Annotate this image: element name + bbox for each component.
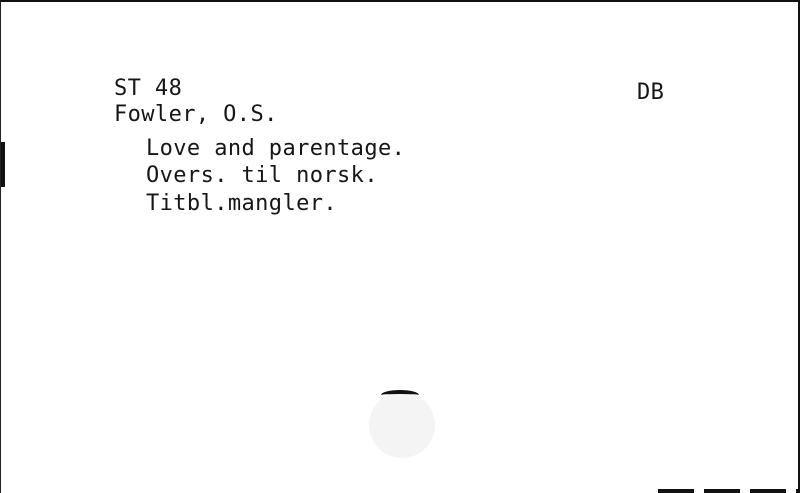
note-translation: Overs. til norsk.: [146, 163, 378, 188]
note-title-page: Titbl.mangler.: [146, 191, 338, 216]
author: Fowler, O.S.: [114, 102, 278, 127]
call-number: ST 48: [114, 76, 183, 101]
collection-code: DB: [637, 80, 665, 105]
punch-hole: [369, 392, 435, 458]
title: Love and parentage.: [146, 136, 406, 161]
card-edge-mark: [1, 142, 5, 187]
punch-hole-edge: [381, 390, 419, 400]
bottom-edge-marks: [658, 489, 798, 493]
